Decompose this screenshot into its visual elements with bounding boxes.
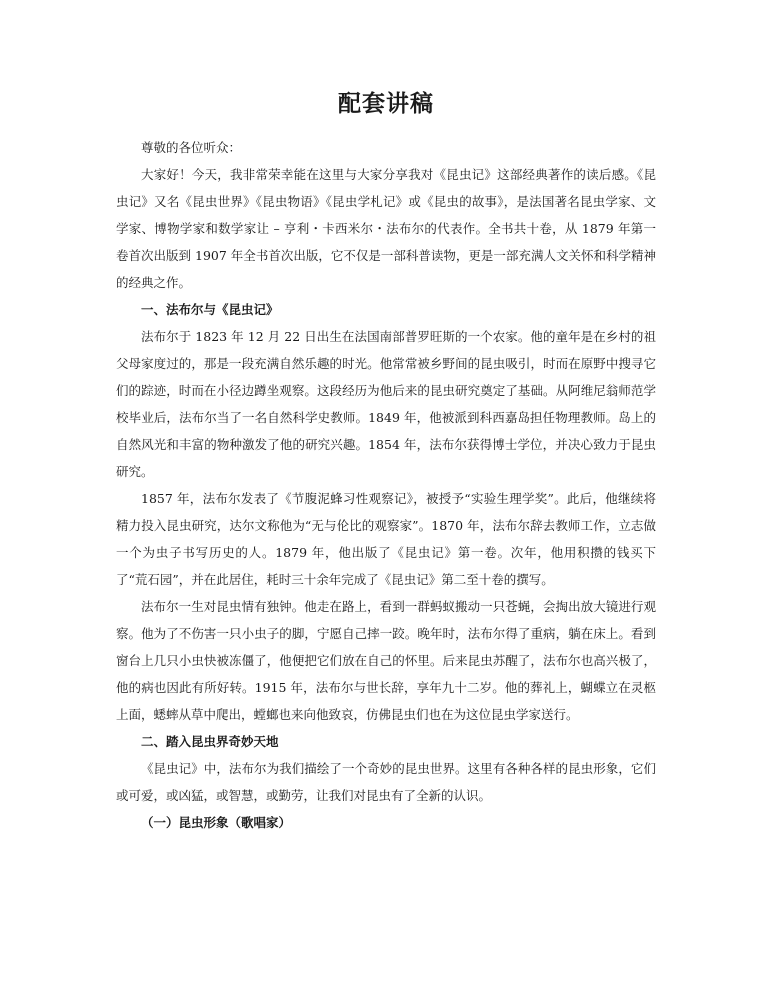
section1-paragraph-1: 法布尔于 1823 年 12 月 22 日出生在法国南部普罗旺斯的一个农家。他的童年是在乡村的祖父母家度过的，那是一段充满自然乐趣的时光。他常常被乡野间的昆虫吸引，时而在原野中搜寻它们的踪迹，时而在小径边蹲坐观察。这段经历为他后来的昆虫研究奠定了基础。从阿维尼翁师范学校毕业后，法布尔当了一名自然科学史教师。1849 年，他被派到科西嘉岛担任物理教师。岛上的自然风光和丰富的物种激发了他的研究兴趣。1854 年，法布尔获得博士学位，并决心致力于昆虫研究。	[116, 329, 656, 479]
section-heading-1: 一、法布尔与《昆虫记》	[141, 302, 279, 317]
section1-paragraph-2: 1857 年，法布尔发表了《节腹泥蜂习性观察记》，被授予“实验生理学奖”。此后，他继续将精力投入昆虫研究，达尔文称他为“无与伦比的观察家”。1870 年，法布尔辞去教师工作，立志做一个为虫子书写历史的人。1879 年，他出版了《昆虫记》第一卷。次年，他用积攒的钱买下了“荒石园”，并在此居住，耗时三十余年完成了《昆虫记》第二至十卷的撰写。	[116, 491, 656, 587]
salutation: 尊敬的各位听众：	[141, 140, 242, 155]
section1-paragraph-3: 法布尔一生对昆虫情有独钟。他走在路上，看到一群蚂蚁搬动一只苍蝇，会掏出放大镜进行观察。他为了不伤害一只小虫子的脚，宁愿自己摔一跤。晚年时，法布尔得了重病，躺在床上。看到窗台上几只小虫快被冻僵了，他便把它们放在自己的怀里。后来昆虫苏醒了，法布尔也高兴极了，他的病也因此有所好转。1915 年，法布尔与世长辞，享年九十二岁。他的葬礼上，蝴蝶立在灵柩上面，蟋蟀从草中爬出，螳螂也来向他致哀，仿佛昆虫们也在为这位昆虫学家送行。	[116, 599, 656, 722]
page-title: 配套讲稿	[338, 90, 434, 117]
intro-paragraph: 大家好！今天，我非常荣幸能在这里与大家分享我对《昆虫记》这部经典著作的读后感。《昆虫记》又名《昆虫世界》《昆虫物语》《昆虫学札记》或《昆虫的故事》，是法国著名昆虫学家、文学家、博物学家和数学家让 – 亨利・卡西米尔・法布尔的代表作。全书共十卷，从 1879 年第一卷首次出版到 1907 年全书首次出版，它不仅是一部科普读物，更是一部充满人文关怀和科学精神的经典之作。	[116, 167, 656, 290]
document-page	[116, 88, 656, 836]
subsection-heading: （一）昆虫形象（歌唱家）	[141, 815, 292, 830]
section-heading-2: 二、踏入昆虫界奇妙天地	[141, 734, 279, 749]
section2-paragraph-1: 《昆虫记》中，法布尔为我们描绘了一个奇妙的昆虫世界。这里有各种各样的昆虫形象，它们或可爱，或凶猛，或智慧，或勤劳，让我们对昆虫有了全新的认识。	[116, 761, 656, 803]
